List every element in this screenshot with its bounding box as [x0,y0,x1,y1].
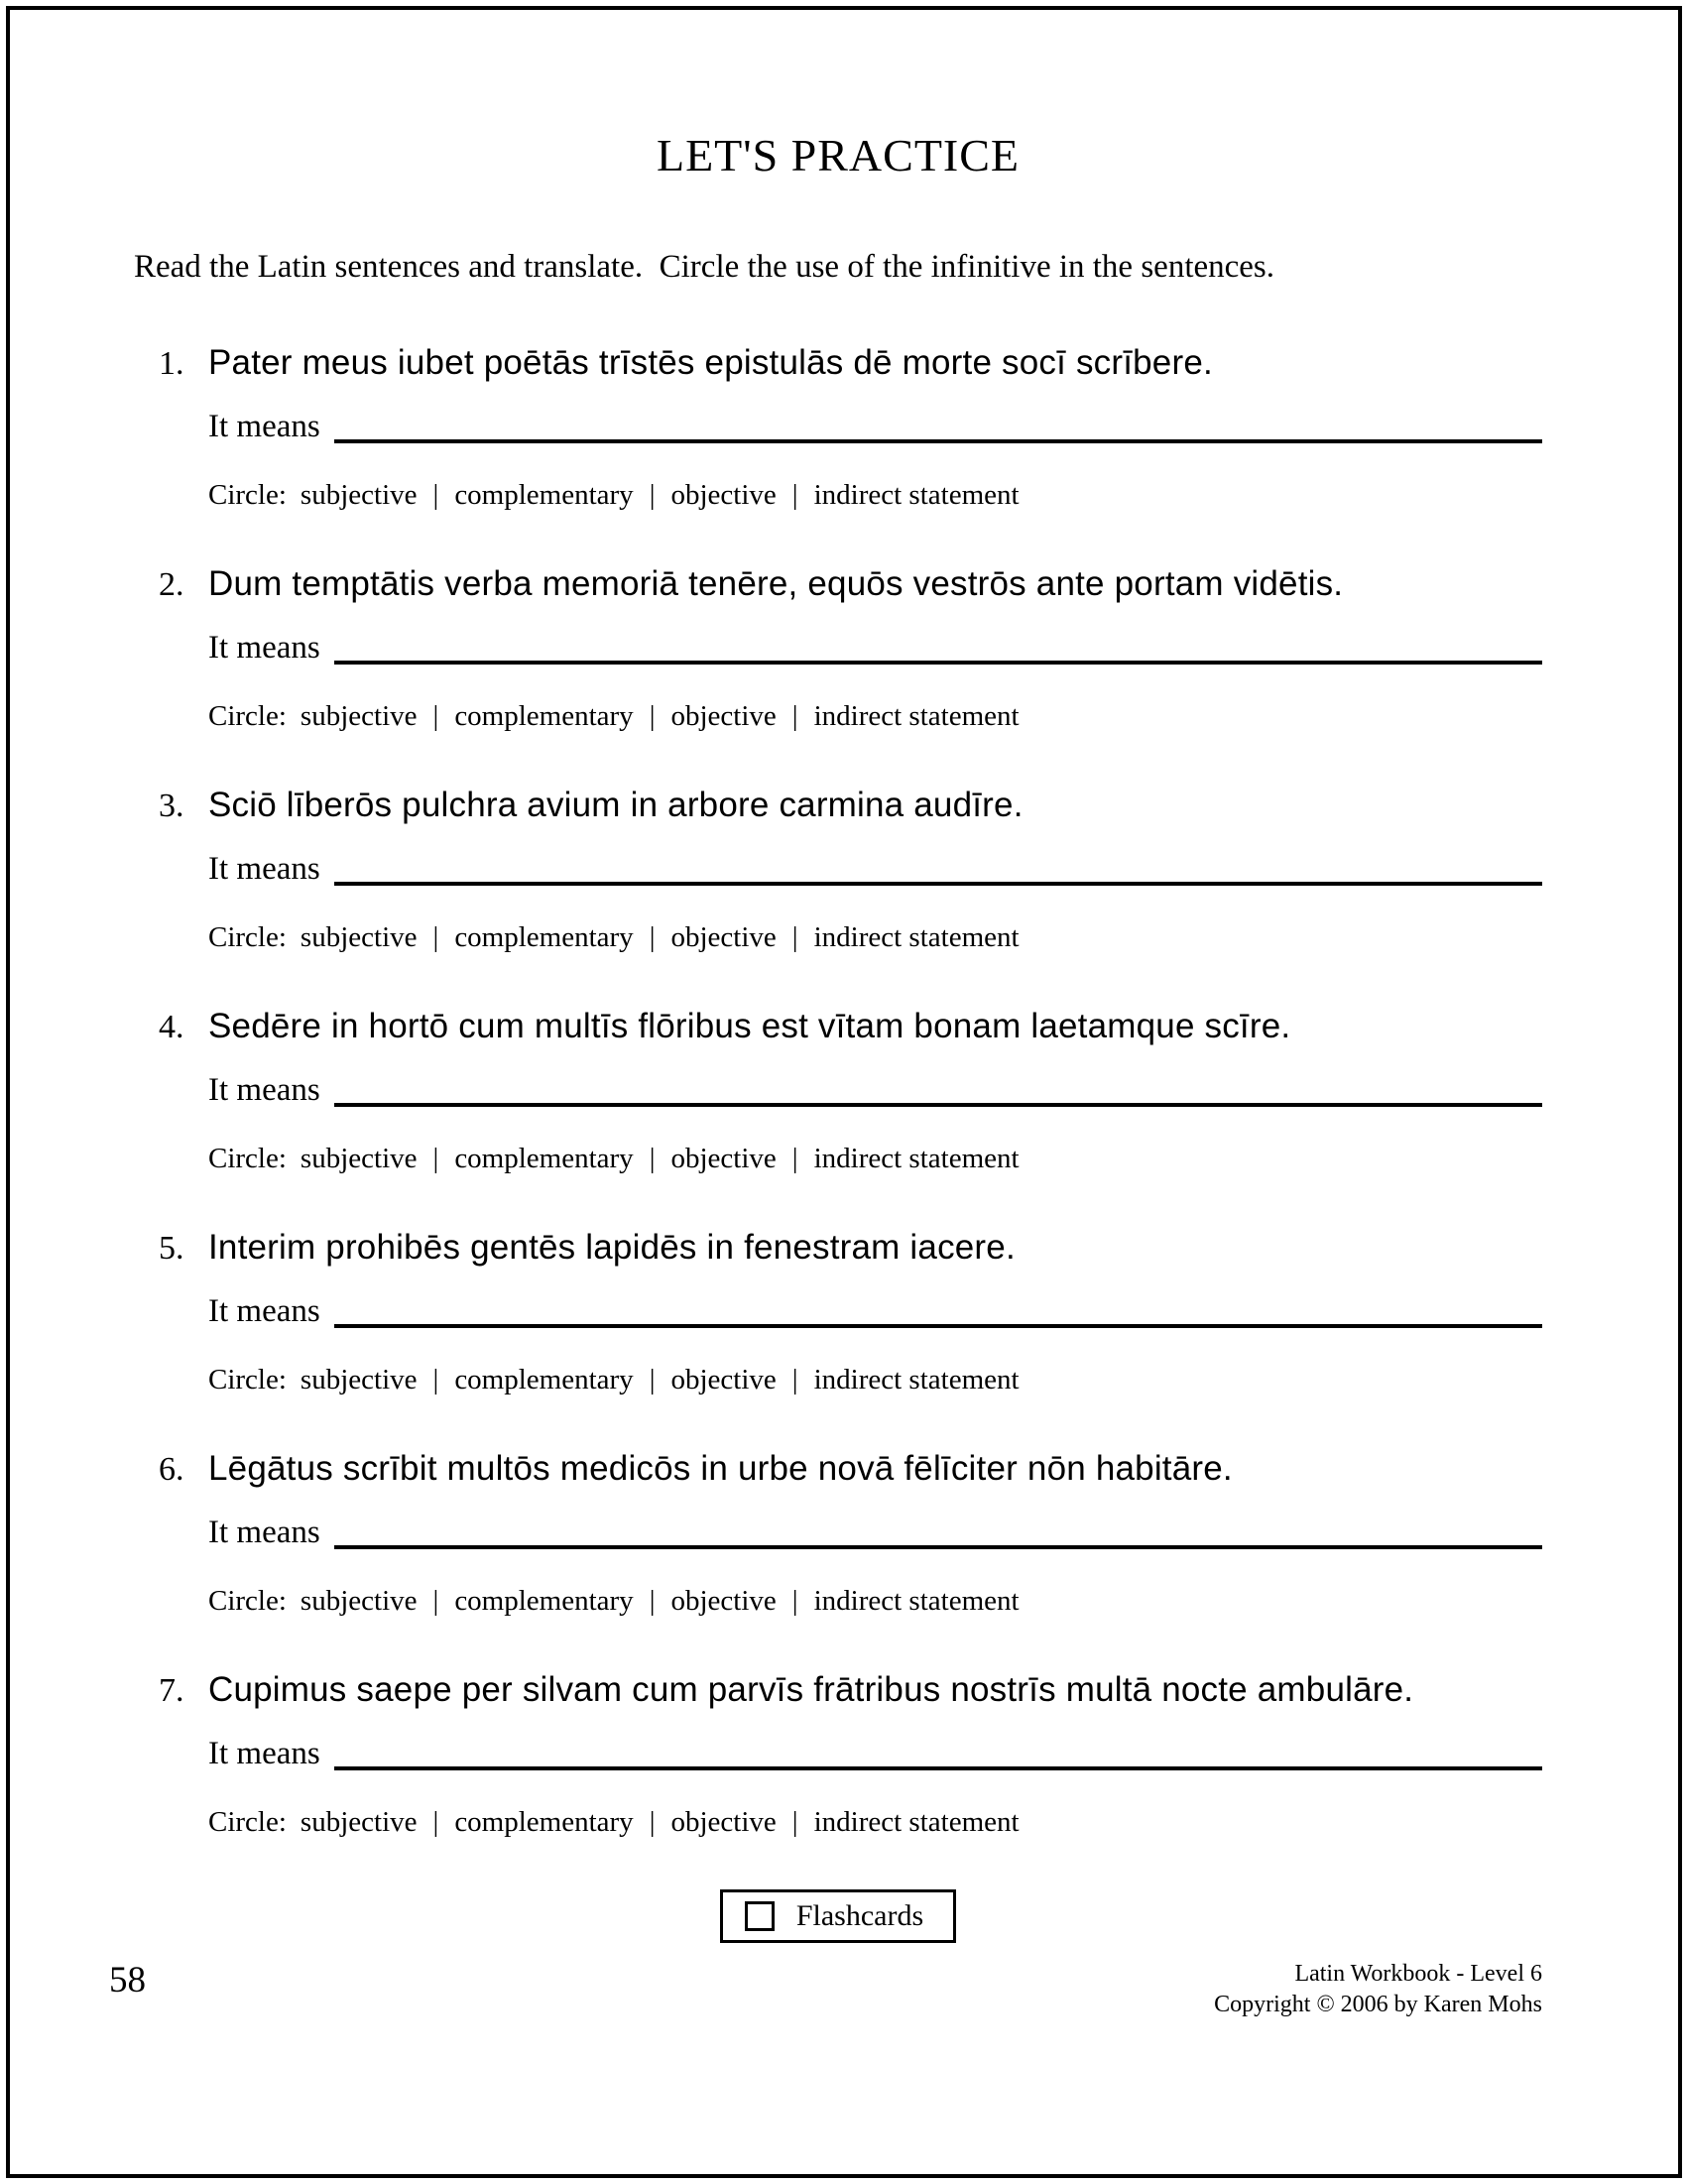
exercise-list [134,341,1542,1840]
circle-label: Circle: [208,700,287,732]
circle-options-row [208,919,1542,955]
option-complementary[interactable]: complementary [454,1806,634,1838]
option-indirect-statement[interactable]: indirect statement [813,1143,1020,1174]
page-number: 58 [109,1960,146,2001]
circle-options-row [208,1141,1542,1176]
it-means-label: It means [208,1072,320,1108]
circle-options-row [208,1362,1542,1397]
it-means-label: It means [208,1515,320,1550]
item-number: 4. [159,1009,184,1045]
option-complementary[interactable]: complementary [454,1364,634,1395]
option-separator: | [432,700,439,732]
option-indirect-statement[interactable]: indirect statement [813,479,1020,511]
translation-row [208,1512,1542,1553]
latin-sentence: Lēgātus scrībit multōs medicōs in urbe novā fēlīciter nōn habitāre. [208,1449,1233,1488]
option-separator: | [432,1364,439,1395]
circle-options-row [208,1804,1542,1840]
circle-label: Circle: [208,921,287,953]
circle-label: Circle: [208,1143,287,1174]
option-separator: | [791,1143,798,1174]
exercise-item-1 [134,341,1542,513]
option-indirect-statement[interactable]: indirect statement [813,700,1020,732]
it-means-label: It means [208,1293,320,1329]
copyright-line: Copyright © 2006 by Karen Mohs [1214,1992,1542,2017]
option-objective[interactable]: objective [670,1364,777,1395]
latin-sentence: Interim prohibēs gentēs lapidēs in fenestram iacere. [208,1228,1016,1267]
translation-row [208,1069,1542,1111]
option-subjective[interactable]: subjective [300,1143,418,1174]
option-objective[interactable]: objective [670,1143,777,1174]
page-footer [109,1959,1542,2020]
answer-blank[interactable] [334,1537,1542,1549]
option-separator: | [791,700,798,732]
option-complementary[interactable]: complementary [454,700,634,732]
page-title: LET'S PRACTICE [656,130,1021,181]
option-separator: | [432,1806,439,1838]
answer-blank[interactable] [334,874,1542,886]
option-subjective[interactable]: subjective [300,479,418,511]
latin-sentence-row [159,1447,1542,1492]
exercise-item-5 [134,1226,1542,1397]
translation-row [208,1733,1542,1774]
option-separator: | [791,1806,798,1838]
option-separator: | [649,1585,656,1617]
option-separator: | [649,1806,656,1838]
it-means-label: It means [208,1736,320,1771]
option-subjective[interactable]: subjective [300,921,418,953]
flashcards-label: Flashcards [795,1899,924,1932]
option-subjective[interactable]: subjective [300,700,418,732]
latin-sentence-row [159,1226,1542,1271]
option-separator: | [432,1585,439,1617]
option-complementary[interactable]: complementary [454,1585,634,1617]
option-indirect-statement[interactable]: indirect statement [813,1585,1020,1617]
option-separator: | [432,479,439,511]
option-indirect-statement[interactable]: indirect statement [813,921,1020,953]
option-separator: | [432,1143,439,1174]
latin-sentence-row [159,1668,1542,1713]
exercise-item-4 [134,1005,1542,1176]
circle-options-row [208,1583,1542,1619]
option-separator: | [791,921,798,953]
option-separator: | [432,921,439,953]
option-indirect-statement[interactable]: indirect statement [813,1806,1020,1838]
circle-label: Circle: [208,479,287,511]
latin-sentence-row [159,1005,1542,1049]
latin-sentence-row [159,341,1542,386]
item-number: 1. [159,345,184,382]
option-objective[interactable]: objective [670,921,777,953]
option-separator: | [649,1143,656,1174]
latin-sentence: Sedēre in hortō cum multīs flōribus est vītam bonam laetamque scīre. [208,1007,1291,1045]
option-subjective[interactable]: subjective [300,1585,418,1617]
option-separator: | [791,479,798,511]
answer-blank[interactable] [334,653,1542,665]
answer-blank[interactable] [334,1095,1542,1107]
item-number: 6. [159,1451,184,1488]
item-number: 7. [159,1672,184,1709]
latin-sentence-row [159,784,1542,828]
flashcards-row [134,1889,1542,1943]
latin-sentence: Sciō līberōs pulchra avium in arbore carmina audīre. [208,786,1024,824]
it-means-label: It means [208,851,320,887]
option-subjective[interactable]: subjective [300,1806,418,1838]
option-complementary[interactable]: complementary [454,479,634,511]
option-indirect-statement[interactable]: indirect statement [813,1364,1020,1395]
option-complementary[interactable]: complementary [454,921,634,953]
circle-label: Circle: [208,1585,287,1617]
option-separator: | [791,1585,798,1617]
option-objective[interactable]: objective [670,1585,777,1617]
option-separator: | [649,479,656,511]
answer-blank[interactable] [334,1316,1542,1328]
latin-sentence: Pater meus iubet poētās trīstēs epistulās dē morte socī scrībere. [208,343,1213,382]
exercise-item-3 [134,784,1542,955]
option-objective[interactable]: objective [670,479,777,511]
item-number: 2. [159,566,184,603]
answer-blank[interactable] [334,1759,1542,1770]
circle-label: Circle: [208,1806,287,1838]
option-separator: | [649,921,656,953]
answer-blank[interactable] [334,431,1542,443]
translation-row [208,406,1542,447]
flashcards-box[interactable] [720,1889,956,1943]
circle-label: Circle: [208,1364,287,1395]
option-separator: | [649,1364,656,1395]
latin-sentence: Cupimus saepe per silvam cum parvīs frātribus nostrīs multā nocte ambulāre. [208,1670,1414,1709]
item-number: 3. [159,788,184,824]
option-separator: | [649,700,656,732]
option-complementary[interactable]: complementary [454,1143,634,1174]
option-separator: | [791,1364,798,1395]
exercise-item-2 [134,562,1542,734]
flashcards-checkbox-icon[interactable] [745,1901,775,1931]
translation-row [208,627,1542,668]
exercise-item-7 [134,1668,1542,1840]
option-objective[interactable]: objective [670,700,777,732]
instructions-text: Read the Latin sentences and translate. Circle the use of the infinitive in the sentences. [134,249,1275,285]
item-number: 5. [159,1230,184,1267]
translation-row [208,1290,1542,1332]
it-means-label: It means [208,630,320,666]
it-means-label: It means [208,409,320,444]
option-subjective[interactable]: subjective [300,1364,418,1395]
copyright-block [1214,1959,1542,2020]
option-objective[interactable]: objective [670,1806,777,1838]
circle-options-row [208,698,1542,734]
latin-sentence: Dum temptātis verba memoriā tenēre, equōs vestrōs ante portam vidētis. [208,564,1344,603]
exercise-item-6 [134,1447,1542,1619]
latin-sentence-row [159,562,1542,607]
circle-options-row [208,477,1542,513]
workbook-title: Latin Workbook - Level 6 [1294,1961,1542,1987]
translation-row [208,848,1542,890]
